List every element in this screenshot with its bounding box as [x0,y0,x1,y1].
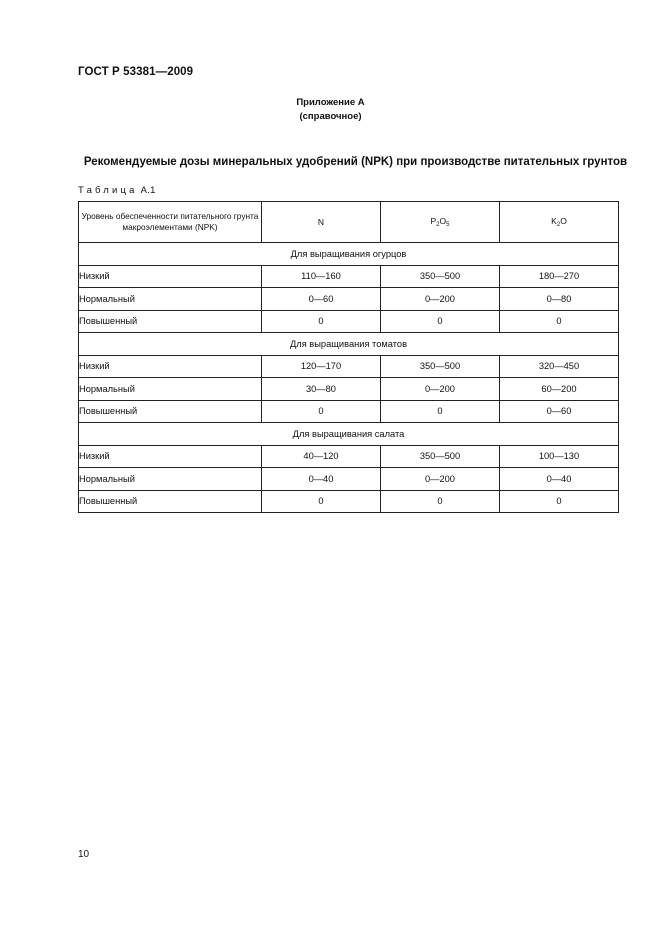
cell-level: Нормальный [79,378,262,401]
cell-k: 180—270 [500,265,619,288]
table-row [79,378,619,401]
cell-level: Низкий [79,265,262,288]
table-row [79,400,619,423]
table-row [79,468,619,491]
section-title-cucumbers: Для выращивания огурцов [79,243,619,266]
cell-level: Нормальный [79,288,262,311]
header-p2o5-sub1: 2 [436,222,440,228]
appendix-label: Приложение А [296,97,365,108]
cell-p: 0 [381,310,500,333]
header-p2o5-o: O [439,216,447,226]
cell-level: Нормальный [79,468,262,491]
header-p2o5 [381,202,500,243]
appendix-type: (справочное) [299,111,362,122]
header-k2o-o: O [560,216,567,226]
section-row [79,243,619,266]
section-row [79,333,619,356]
cell-k: 0—60 [500,400,619,423]
cell-p: 0 [381,400,500,423]
cell-level: Низкий [79,355,262,378]
page-number: 10 [78,849,90,860]
table-row [79,265,619,288]
cell-level: Повышенный [79,400,262,423]
cell-k: 320—450 [500,355,619,378]
header-k2o [500,202,619,243]
table-row [79,355,619,378]
cell-level: Повышенный [79,490,262,513]
header-p2o5-sub2: 5 [446,222,450,228]
cell-level: Низкий [79,445,262,468]
document-code: ГОСТ Р 53381—2009 [78,66,194,78]
cell-k: 0—80 [500,288,619,311]
cell-n: 0 [262,310,381,333]
table-caption [78,185,156,196]
table-row [79,310,619,333]
cell-level: Повышенный [79,310,262,333]
cell-n: 0 [262,490,381,513]
cell-n: 40—120 [262,445,381,468]
header-level: Уровень обеспеченности питательного грунта макроэлементами (NPK) [79,202,262,243]
table-row [79,490,619,513]
document-title: Рекомендуемые дозы минеральных удобрений (NPK) при производстве питательных грунтов [83,156,628,168]
header-k2o-sub: 2 [556,222,561,228]
cell-n: 120—170 [262,355,381,378]
appendix-heading [0,96,661,124]
cell-p: 0 [381,490,500,513]
header-n: N [262,202,381,243]
table-row [79,288,619,311]
header-k2o-k: K [551,216,557,226]
cell-p: 350—500 [381,355,500,378]
cell-k: 0—40 [500,468,619,491]
cell-k: 100—130 [500,445,619,468]
cell-n: 110—160 [262,265,381,288]
fertilizer-doses-table [78,201,619,513]
cell-n: 30—80 [262,378,381,401]
cell-n: 0—40 [262,468,381,491]
cell-n: 0—60 [262,288,381,311]
table-header-row [79,202,619,243]
section-title-salad: Для выращивания салата [79,423,619,446]
section-row [79,423,619,446]
table-row [79,445,619,468]
cell-p: 0—200 [381,288,500,311]
table-caption-number: А.1 [140,185,156,196]
cell-k: 60—200 [500,378,619,401]
cell-p: 350—500 [381,445,500,468]
section-title-tomatoes: Для выращивания томатов [79,333,619,356]
cell-k: 0 [500,490,619,513]
table-caption-word: Таблица [78,185,138,196]
cell-p: 0—200 [381,378,500,401]
cell-p: 0—200 [381,468,500,491]
cell-k: 0 [500,310,619,333]
cell-n: 0 [262,400,381,423]
cell-p: 350—500 [381,265,500,288]
header-p2o5-p: P [430,216,437,226]
